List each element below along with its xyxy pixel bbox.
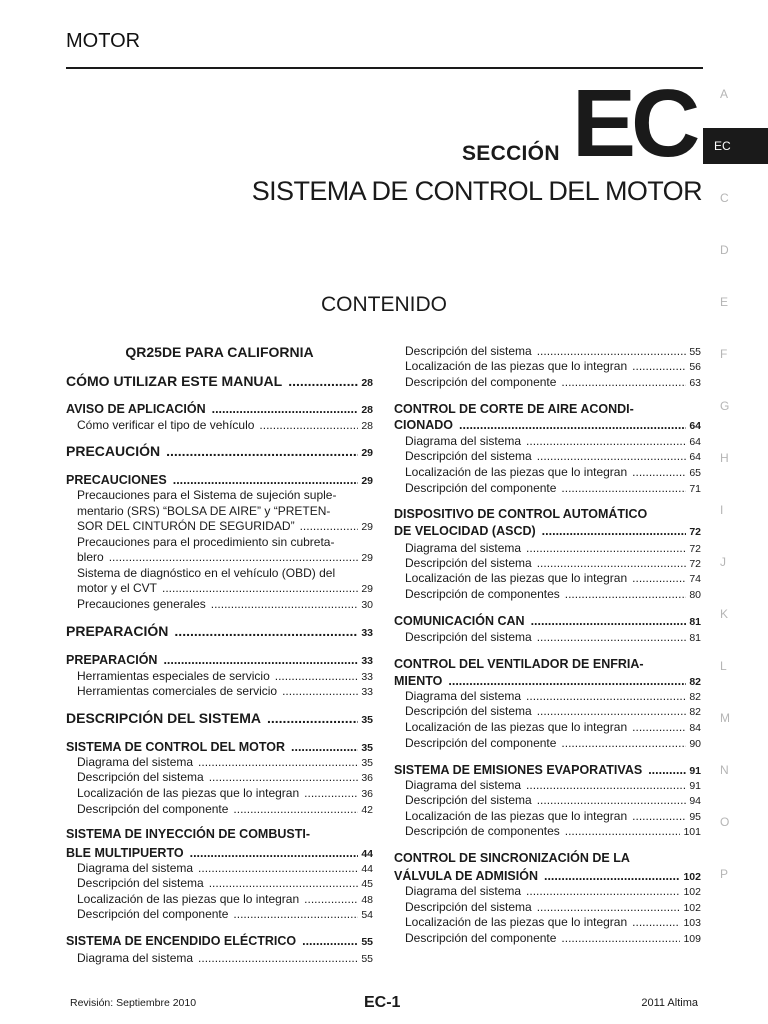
toc-entry[interactable] xyxy=(405,720,701,737)
toc-leader-dots xyxy=(537,344,687,360)
toc-entry xyxy=(77,504,373,520)
toc-entry-title: PRECAUCIÓN xyxy=(66,443,161,459)
toc-leader-dots xyxy=(288,374,358,390)
toc-entry-title: Diagrama del sistema xyxy=(405,434,522,448)
section-tab-g[interactable]: G xyxy=(720,399,730,413)
toc-entry-title: Precauciones para el Sistema de sujeción suple- xyxy=(77,488,337,502)
toc-entry[interactable] xyxy=(77,770,373,787)
toc-entry-title: mentario (SRS) “BOLSA DE AIRE” y “PRETEN- xyxy=(77,504,331,518)
toc-page-number: 35 xyxy=(361,714,373,726)
toc-leader-dots xyxy=(259,418,358,434)
toc-entry-title: SOR DEL CINTURÓN DE SEGURIDAD” xyxy=(77,519,295,533)
toc-leader-dots xyxy=(198,755,358,771)
toc-page-number: 90 xyxy=(689,738,701,750)
toc-entry-title: SISTEMA DE CONTROL DEL MOTOR xyxy=(66,740,285,754)
toc-entry-title: Diagrama del sistema xyxy=(77,951,194,965)
section-word: SECCIÓN xyxy=(462,142,560,165)
toc-entry-title: Descripción del componente xyxy=(77,907,229,921)
toc-leader-dots xyxy=(173,473,359,489)
section-tab-j[interactable]: J xyxy=(720,555,726,569)
toc-entry-title: Descripción del sistema xyxy=(405,630,532,644)
toc-entry xyxy=(77,488,373,504)
toc-leader-dots xyxy=(162,581,358,597)
toc-page-number: 65 xyxy=(689,467,701,479)
toc-page-number: 55 xyxy=(689,346,701,358)
toc-leader-dots xyxy=(526,541,686,557)
toc-entry[interactable] xyxy=(77,907,373,924)
toc-page-number: 102 xyxy=(683,871,701,883)
toc-page-number: 28 xyxy=(361,404,373,416)
toc-entry-title: Diagrama del sistema xyxy=(405,884,522,898)
toc-leader-dots xyxy=(565,824,681,840)
toc-page-number: 45 xyxy=(361,878,373,890)
toc-leader-dots xyxy=(291,740,358,756)
toc-entry[interactable] xyxy=(405,481,701,498)
footer-revision: Revisión: Septiembre 2010 xyxy=(70,997,197,1009)
toc-entry-title: Descripción de componentes xyxy=(405,587,560,601)
toc-page-number: 33 xyxy=(361,671,373,683)
toc-page-number: 55 xyxy=(361,953,373,965)
toc-leader-dots xyxy=(302,934,358,950)
toc-leader-dots xyxy=(526,884,680,900)
toc-page-number: 82 xyxy=(689,676,701,688)
toc-entry-title: AVISO DE APLICACIÓN xyxy=(66,402,206,416)
toc-page-number: 29 xyxy=(361,521,373,533)
toc-leader-dots xyxy=(459,418,686,434)
toc-entry-title: Localización de las piezas que lo integran xyxy=(77,786,300,800)
toc-entry-title: Localización de las piezas que lo integran xyxy=(405,571,628,585)
footer-page-code: EC-1 xyxy=(364,994,401,1011)
toc-entry[interactable] xyxy=(77,786,373,803)
toc-entry-title: VÁLVULA DE ADMISIÓN xyxy=(394,869,538,883)
section-tab-l[interactable]: L xyxy=(720,659,727,673)
toc-leader-dots xyxy=(632,809,686,825)
toc-page-number: 95 xyxy=(689,811,701,823)
toc-leader-dots xyxy=(632,465,686,481)
section-tab-i[interactable]: I xyxy=(720,503,724,517)
toc-entry-title: PRECAUCIONES xyxy=(66,473,167,487)
section-tab-m[interactable]: M xyxy=(720,711,730,725)
toc-leader-dots xyxy=(561,931,680,947)
toc-entry-title: SISTEMA DE ENCENDIDO ELÉCTRICO xyxy=(66,934,297,948)
toc-page-number: 103 xyxy=(683,917,701,929)
toc-page-number: 84 xyxy=(689,722,701,734)
toc-entry[interactable] xyxy=(394,524,701,541)
toc-entry-title: Precauciones para el procedimiento sin cubreta- xyxy=(77,535,335,549)
toc-page-number: 82 xyxy=(689,706,701,718)
toc-leader-dots xyxy=(632,359,686,375)
toc-entry xyxy=(394,507,701,523)
toc-page-number: 29 xyxy=(361,583,373,595)
toc-entry[interactable] xyxy=(405,630,701,647)
toc-entry-title: Localización de las piezas que lo integran xyxy=(405,809,628,823)
toc-entry-title: DESCRIPCIÓN DEL SISTEMA xyxy=(66,710,261,726)
toc-entry[interactable] xyxy=(405,571,701,588)
toc-group-title: QR25DE PARA CALIFORNIA xyxy=(125,344,314,360)
toc-entry[interactable] xyxy=(77,876,373,893)
toc-leader-dots xyxy=(233,907,358,923)
toc-page-number: 64 xyxy=(689,451,701,463)
toc-entry[interactable] xyxy=(66,934,373,951)
toc-page-number: 91 xyxy=(689,765,701,777)
toc-leader-dots xyxy=(209,876,359,892)
toc-entry-title: Diagrama del sistema xyxy=(77,755,194,769)
toc-page-number: 29 xyxy=(361,475,373,487)
toc-entry[interactable] xyxy=(405,736,701,753)
toc-entry-title: Descripción del sistema xyxy=(77,770,204,784)
toc-page-number: 71 xyxy=(689,483,701,495)
toc-page-number: 29 xyxy=(361,447,373,459)
toc-entry-title: Descripción del sistema xyxy=(405,704,532,718)
toc-leader-dots xyxy=(174,624,358,640)
header-title: MOTOR xyxy=(66,30,141,52)
section-tab-p[interactable]: P xyxy=(720,867,729,881)
section-code: EC xyxy=(572,70,696,177)
toc-leader-dots xyxy=(561,736,686,752)
toc-entry-title: SISTEMA DE INYECCIÓN DE COMBUSTI- xyxy=(66,827,310,841)
toc-page-number: 109 xyxy=(683,933,701,945)
toc-entry-title: PREPARACIÓN xyxy=(66,623,169,639)
toc-leader-dots xyxy=(304,786,358,802)
toc-leader-dots xyxy=(526,689,686,705)
toc-entry-title: BLE MULTIPUERTO xyxy=(66,846,184,860)
toc-leader-dots xyxy=(561,481,686,497)
toc-entry[interactable] xyxy=(77,550,373,567)
toc-page-number: 44 xyxy=(361,863,373,875)
toc-entry[interactable] xyxy=(66,624,373,642)
toc-entry xyxy=(394,851,701,867)
toc-leader-dots xyxy=(544,869,680,885)
toc-entry-title: Descripción del componente xyxy=(405,931,557,945)
toc-entry-title: Descripción del componente xyxy=(405,736,557,750)
toc-entry-title: Descripción del componente xyxy=(405,375,557,389)
section-tab-e[interactable]: E xyxy=(720,295,729,309)
toc-page-number: 72 xyxy=(689,526,701,538)
toc-entry-title: SISTEMA DE EMISIONES EVAPORATIVAS xyxy=(394,763,643,777)
toc-entry-title: Descripción del sistema xyxy=(405,793,532,807)
toc-entry[interactable] xyxy=(394,418,701,435)
toc-leader-dots xyxy=(537,900,681,916)
toc-entry-title: CIONADO xyxy=(394,418,454,432)
toc-entry[interactable] xyxy=(66,402,373,419)
contents-heading: CONTENIDO xyxy=(321,293,447,316)
toc-page-number: 80 xyxy=(689,589,701,601)
toc-leader-dots xyxy=(632,571,686,587)
toc-page-number: 30 xyxy=(361,599,373,611)
toc-entry-title: COMUNICACIÓN CAN xyxy=(394,614,525,628)
toc-leader-dots xyxy=(537,449,687,465)
toc-leader-dots xyxy=(267,711,358,727)
toc-entry[interactable] xyxy=(77,581,373,598)
toc-leader-dots xyxy=(275,669,359,685)
toc-leader-dots xyxy=(198,861,358,877)
toc-entry-title: Descripción del componente xyxy=(405,481,557,495)
toc-entry-title: Localización de las piezas que lo integran xyxy=(405,720,628,734)
toc-entry xyxy=(394,402,701,418)
toc-leader-dots xyxy=(211,597,359,613)
toc-page-number: 44 xyxy=(361,848,373,860)
toc-entry-title: Descripción del sistema xyxy=(405,556,532,570)
toc-leader-dots xyxy=(537,704,687,720)
section-tab-h[interactable]: H xyxy=(720,451,729,465)
toc-leader-dots xyxy=(198,951,358,967)
toc-page-number: 48 xyxy=(361,894,373,906)
toc-leader-dots xyxy=(166,444,358,460)
toc-leader-dots xyxy=(537,793,687,809)
section-tab-a[interactable]: A xyxy=(720,87,729,101)
footer-model: 2011 Altima xyxy=(641,997,698,1009)
toc-entry-title: Localización de las piezas que lo integran xyxy=(405,465,628,479)
toc-entry[interactable] xyxy=(66,444,373,462)
toc-entry-title: CONTROL DE CORTE DE AIRE ACONDI- xyxy=(394,402,634,416)
toc-leader-dots xyxy=(537,630,687,646)
toc-page-number: 56 xyxy=(689,361,701,373)
toc-leader-dots xyxy=(304,892,358,908)
toc-leader-dots xyxy=(632,720,686,736)
toc-page-number: 82 xyxy=(689,691,701,703)
toc-entry-title: blero xyxy=(77,550,104,564)
toc-entry[interactable] xyxy=(405,824,701,841)
toc-entry[interactable] xyxy=(77,802,373,819)
toc-entry[interactable] xyxy=(405,375,701,392)
toc-page-number: 42 xyxy=(361,804,373,816)
toc-entry[interactable] xyxy=(77,519,373,536)
toc-entry-title: Descripción del sistema xyxy=(77,876,204,890)
toc-page-number: 102 xyxy=(683,886,701,898)
toc-entry xyxy=(394,657,701,673)
toc-entry-title: Precauciones generales xyxy=(77,597,206,611)
toc-page-number: 33 xyxy=(361,627,373,639)
toc-page-number: 36 xyxy=(361,788,373,800)
toc-entry[interactable] xyxy=(405,465,701,482)
toc-page-number: 74 xyxy=(689,573,701,585)
toc-entry[interactable] xyxy=(77,597,373,614)
toc-leader-dots xyxy=(300,519,359,535)
toc-page-number: 29 xyxy=(361,552,373,564)
toc-leader-dots xyxy=(542,524,687,540)
toc-page-number: 63 xyxy=(689,377,701,389)
toc-entry xyxy=(77,566,373,582)
toc-leader-dots xyxy=(632,915,680,931)
toc-entry xyxy=(77,535,373,551)
header-rule xyxy=(66,67,703,69)
toc-entry[interactable] xyxy=(394,614,701,631)
toc-leader-dots xyxy=(526,778,686,794)
toc-page-number: 36 xyxy=(361,772,373,784)
toc-entry[interactable] xyxy=(77,684,373,701)
toc-entry-title: Diagrama del sistema xyxy=(405,541,522,555)
toc-entry-title: Herramientas comerciales de servicio xyxy=(77,684,278,698)
toc-leader-dots xyxy=(209,770,359,786)
toc-entry-title: Sistema de diagnóstico en el vehículo (OBD) del xyxy=(77,566,336,580)
toc-leader-dots xyxy=(212,402,359,418)
section-title: SISTEMA DE CONTROL DEL MOTOR xyxy=(251,176,702,206)
section-tab-f[interactable]: F xyxy=(720,347,728,361)
page-footer xyxy=(0,994,768,1016)
toc-entry-title: Herramientas especiales de servicio xyxy=(77,669,270,683)
section-tab-k[interactable]: K xyxy=(720,607,729,621)
section-tab-ec[interactable]: EC xyxy=(703,128,768,164)
toc-page-number: 33 xyxy=(361,686,373,698)
toc-entry-title: Localización de las piezas que lo integran xyxy=(405,915,628,929)
toc-entry[interactable] xyxy=(66,374,373,392)
toc-entry-title: Descripción del sistema xyxy=(405,900,532,914)
toc-entry-title: Descripción del componente xyxy=(77,802,229,816)
toc-entry[interactable] xyxy=(405,793,701,810)
toc-page-number: 64 xyxy=(689,436,701,448)
toc-page-number: 81 xyxy=(689,616,701,628)
section-tab-c[interactable]: C xyxy=(720,191,729,205)
toc-leader-dots xyxy=(109,550,359,566)
toc-entry-title: motor y el CVT xyxy=(77,581,158,595)
toc-leader-dots xyxy=(537,556,687,572)
toc-entry[interactable] xyxy=(405,931,701,948)
toc-entry-title: Localización de las piezas que lo integran xyxy=(77,892,300,906)
toc-leader-dots xyxy=(163,653,358,669)
toc-leader-dots xyxy=(561,375,686,391)
section-tab-o[interactable]: O xyxy=(720,815,730,829)
toc-page-number: 94 xyxy=(689,795,701,807)
toc-page-number: 35 xyxy=(361,757,373,769)
toc-leader-dots xyxy=(531,614,687,630)
toc-entry[interactable] xyxy=(405,359,701,376)
toc-entry-title: CONTROL DE SINCRONIZACIÓN DE LA xyxy=(394,851,630,865)
toc-entry[interactable] xyxy=(405,449,701,466)
toc-entry[interactable] xyxy=(405,884,701,901)
toc-page-number: 55 xyxy=(361,936,373,948)
toc-entry-title: Diagrama del sistema xyxy=(405,778,522,792)
toc-leader-dots xyxy=(190,846,359,862)
toc-page-number: 102 xyxy=(683,902,701,914)
toc-page-number: 72 xyxy=(689,543,701,555)
toc-leader-dots xyxy=(565,587,687,603)
toc-entry-title: Descripción del sistema xyxy=(405,449,532,463)
section-tab-d[interactable]: D xyxy=(720,243,729,257)
toc-entry-title: Descripción del sistema xyxy=(405,344,532,358)
toc-entry-title: DE VELOCIDAD (ASCD) xyxy=(394,524,536,538)
toc-entry-title: DISPOSITIVO DE CONTROL AUTOMÁTICO xyxy=(394,507,648,521)
toc-page-number: 101 xyxy=(683,826,701,838)
toc-entry[interactable] xyxy=(66,653,373,670)
toc-page-number: 28 xyxy=(361,377,373,389)
toc-page-number: 81 xyxy=(689,632,701,644)
toc-entry[interactable] xyxy=(405,587,701,604)
toc-page-number: 28 xyxy=(361,420,373,432)
toc-leader-dots xyxy=(282,684,358,700)
toc-entry-title: Diagrama del sistema xyxy=(405,689,522,703)
toc-entry-title: Descripción de componentes xyxy=(405,824,560,838)
toc-page-number: 64 xyxy=(689,420,701,432)
toc-entry[interactable] xyxy=(66,711,373,729)
toc-entry[interactable] xyxy=(77,418,373,435)
toc-entry-title: CONTROL DEL VENTILADOR DE ENFRIA- xyxy=(394,657,644,671)
toc-entry-title: MIENTO xyxy=(394,674,443,688)
toc-entry-title: Diagrama del sistema xyxy=(77,861,194,875)
toc-entry-title: PREPARACIÓN xyxy=(66,653,158,667)
toc-leader-dots xyxy=(233,802,358,818)
toc-entry[interactable] xyxy=(405,704,701,721)
toc-leader-dots xyxy=(526,434,686,450)
toc-entry xyxy=(66,827,373,843)
section-tab-n[interactable]: N xyxy=(720,763,729,777)
toc-entry-title: Localización de las piezas que lo integran xyxy=(405,359,628,373)
toc-page-number: 35 xyxy=(361,742,373,754)
toc-page-number: 33 xyxy=(361,655,373,667)
toc-entry-title: CÓMO UTILIZAR ESTE MANUAL xyxy=(66,373,283,389)
toc-page-number: 54 xyxy=(361,909,373,921)
toc-leader-dots xyxy=(448,674,686,690)
toc-leader-dots xyxy=(648,763,686,779)
toc-page-number: 91 xyxy=(689,780,701,792)
toc-entry[interactable] xyxy=(405,915,701,932)
toc-entry[interactable] xyxy=(77,951,373,968)
toc-entry-title: Cómo verificar el tipo de vehículo xyxy=(77,418,255,432)
toc-page-number: 72 xyxy=(689,558,701,570)
